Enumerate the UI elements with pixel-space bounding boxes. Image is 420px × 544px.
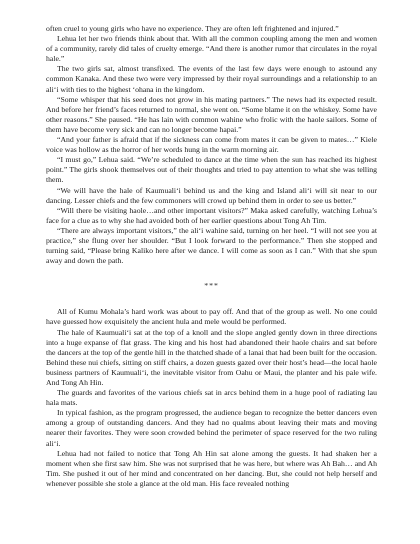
section-break: *** bbox=[204, 281, 219, 291]
paragraph: “We will have the hale of Kaumuali‘i behind us and the king and Island ali‘i will sit near to our dancing. Lesser chiefs and the few commoners will crowd up behind them in order to see us better.” bbox=[46, 185, 377, 205]
paragraph: “There are always important visitors,” the ali‘i wahine said, turning on her heel. “I will not see you at practice,” she flung over her shoulder. “But I look forward to the performance.” Then she stopped and turning said, “Please bring Kaliko here after we dance. I will come as soon as I can.” With that she spun away and down the path. bbox=[46, 225, 377, 266]
paragraph: The hale of Kaumuali‘i sat at the top of a knoll and the slope angled gently down in three directions into a huge expanse of flat grass. The king and his host had abandoned their haole chairs and sat before the dancers at the top of the gentle hill in the thatched shade of a lanai that had been built for the occasion. Behind these nui chiefs, sitting on stiff chairs, a dozen guests gazed over their host’s head—the local haole business partners of Kaumuali‘i, the inevitable visitor from Oahu or Maui, the planter and his pale wife. And Tong Ah Hin. bbox=[46, 327, 377, 387]
paragraph: In typical fashion, as the program progressed, the audience began to recognize the better dancers even among a group of outstanding dancers. And they had no qualms about leaving their mats and moving nearer their favorites. They were soon crowded behind the perimeter of space reserved for the two ruling ali‘i. bbox=[46, 408, 377, 448]
paragraph: Lehua had not failed to notice that Tong Ah Hin sat alone among the guests. It had shaken her a moment when she first saw him. She was not surprised that he was here, but where was Ah Bah… and Ah Tim. She pushed it out of her mind and concentrated on her dancing. But, she could not help herself and whenever possible she stole a glance at the old man. His face revealed nothing bbox=[46, 448, 377, 488]
paragraph: Lehua let her two friends think about that. With all the common coupling among the men and women of a community, rarely did tales of cruelty emerge. “And there is another rumor that circulates in the royal hale.” bbox=[46, 34, 377, 64]
paragraph: “Some whisper that his seed does not grow in his mating partners.” The news had its expected result. And before her friend’s faces returned to normal, she went on. “Some blame it on the whiskey. Some have other reasons.” She paused. “He has lain with common wahine who frolic with the haole sailors. Some of them have become very sick and can no longer become hapai.” bbox=[46, 94, 377, 134]
text-block-bottom bbox=[46, 307, 377, 489]
paragraph: The two girls sat, almost transfixed. The events of the last few days were enough to astound any common Kanaka. And these two were very impressed by their royal surroundings and a relationship to an ali‘i with ties to the highest ‘ohana in the kingdom. bbox=[46, 64, 377, 94]
paragraph: often cruel to young girls who have no experience. They are often left frightened and injured.” bbox=[46, 24, 339, 33]
paragraph: All of Kumu Mohala’s hard work was about to pay off. And that of the group as well. No one could have guessed how exquisitely the ancient hula and mele would be performed. bbox=[46, 307, 377, 327]
paragraph: “I must go,” Lehua said. “We’re scheduled to dance at the time when the sun has reached its highest point.” The girls shook themselves out of their thoughts and tried to pay attention to what she was telling them. bbox=[46, 155, 377, 185]
paragraph: “Will there be visiting haole…and other important visitors?” Maka asked carefully, watching Lehua’s face for a clue as to why she had avoided both of her earlier questions about Tong Ah Tim. bbox=[46, 205, 377, 225]
paragraph: “And your father is afraid that if the sickness can come from mates it can be given to mates…” Kiele voice was hollow as the horror of her words hung in the warm morning air. bbox=[46, 135, 377, 155]
text-block-top bbox=[46, 24, 377, 266]
paragraph: The guards and favorites of the various chiefs sat in arcs behind them in a huge pool of radiating lau hala mats. bbox=[46, 388, 377, 408]
